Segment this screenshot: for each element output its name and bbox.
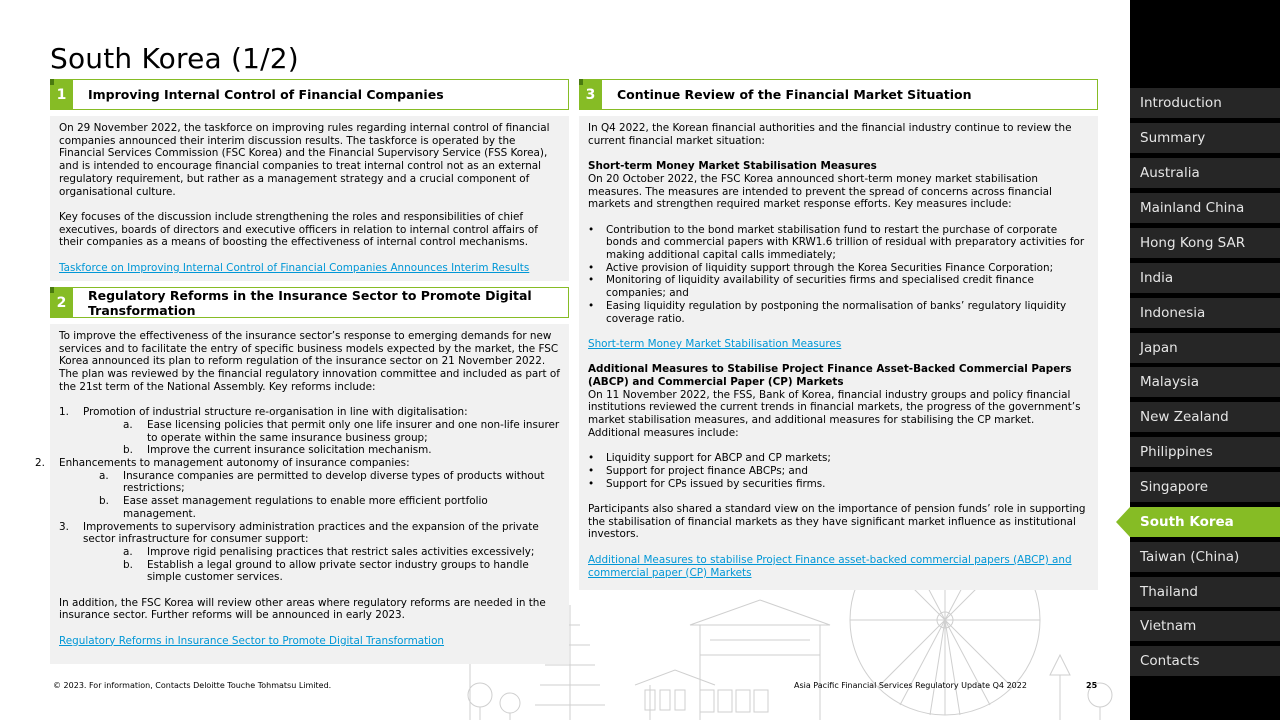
sidebar-item-singapore[interactable]: Singapore	[1130, 472, 1280, 502]
sidebar-item-indonesia[interactable]: Indonesia	[1130, 298, 1280, 328]
list-item: • Contribution to the bond market stabilisation fund to restart the purchase of corporate bonds and commercial papers with KRW1.6 trillion of residual with preparatory activities for making additional capital calls immediately;	[588, 224, 1089, 262]
list-number: 3.	[59, 520, 69, 533]
list-item: • Support for CPs issued by securities firms.	[588, 478, 1089, 491]
section-2-body	[35, 324, 569, 664]
section-title: Improving Internal Control of Financial Companies	[88, 87, 444, 102]
sidebar-item-thailand[interactable]: Thailand	[1130, 577, 1280, 607]
sub-heading: Additional Measures to Stabilise Project Finance Asset-Backed Commercial Papers (ABCP) and Commercial Paper (CP) Markets	[588, 363, 1072, 388]
sub-list-item	[83, 419, 560, 444]
paragraph: On 29 November 2022, the taskforce on improving rules regarding internal control of financial companies announced their interim discussion results. The taskforce is operated by the Financial Services Commission (FSC Korea) and the Financial Supervisory Service (FSS Korea), and is intended to encourage financial companies to treat internal control not as an external regulatory requirement, but rather as a management strategy and a crucial component of organisational culture.	[59, 122, 550, 198]
list-number: a.	[123, 545, 133, 558]
section-3-body	[579, 116, 1098, 590]
sub-list-text: Improve the current insurance solicitation mechanism.	[147, 444, 432, 457]
active-item-arrow-icon	[1116, 507, 1130, 537]
sidebar-item-new-zealand[interactable]: New Zealand	[1130, 402, 1280, 432]
list-item	[59, 406, 560, 457]
sidebar-item-malaysia[interactable]: Malaysia	[1130, 367, 1280, 397]
sub-list-text: Improve rigid penalising practices that restrict sales activities excessively;	[147, 545, 535, 558]
measures-list	[588, 452, 1089, 490]
paragraph: In addition, the FSC Korea will review other areas where regulatory reforms are needed in the insurance sector. Further reforms will be announced in early 2023.	[59, 596, 546, 622]
list-item-text: Promotion of industrial structure re-organisation in line with digitalisation:	[83, 406, 468, 419]
reforms-list	[35, 406, 560, 584]
paragraph: On 11 November 2022, the FSS, Bank of Korea, financial industry groups and policy financial institutions reviewed the current trends in financial markets, the progress of the government’s market stabilisation measures, and additional measures for stabilising the CP market. Additional measures include:	[588, 388, 1081, 439]
sub-list-item	[83, 444, 560, 457]
section-3-header	[579, 79, 1098, 110]
measures-list	[588, 224, 1089, 326]
list-item	[35, 457, 560, 521]
footer-copyright: © 2023. For information, Contacts Deloitte Touche Tohmatsu Limited.	[53, 681, 332, 690]
section-1-header	[50, 79, 569, 110]
list-number: b.	[99, 495, 109, 508]
source-link[interactable]: Taskforce on Improving Internal Control of Financial Companies Announces Interim Results	[59, 261, 530, 274]
sidebar-item-india[interactable]: India	[1130, 263, 1280, 293]
paragraph: Key focuses of the discussion include strengthening the roles and responsibilities of chief executives, boards of directors and executive officers in relation to internal control affairs of their companies as a means of boosting the effectiveness of internal control mechanisms.	[59, 210, 538, 249]
sidebar-item-vietnam[interactable]: Vietnam	[1130, 611, 1280, 641]
list-item-text: Enhancements to management autonomy of insurance companies:	[59, 457, 410, 470]
sub-list-item	[59, 495, 560, 520]
list-item	[59, 521, 560, 585]
sub-list-item	[83, 559, 560, 584]
sub-list-text: Ease licensing policies that permit only one life insurer and one non-life insurer to operate within the same insurance business group;	[147, 418, 560, 444]
paragraph: On 20 October 2022, the FSC Korea announced short-term money market stabilisation measures. The measures are intended to prevent the spread of concerns across financial markets and strengthen required market response efforts. Key measures include:	[588, 172, 1052, 211]
sub-list-item	[83, 546, 560, 559]
list-number: b.	[123, 558, 133, 571]
list-number: a.	[123, 418, 133, 431]
sidebar-nav	[1130, 0, 1280, 720]
sidebar-item-hong-kong-sar[interactable]: Hong Kong SAR	[1130, 228, 1280, 258]
section-1-body	[50, 116, 569, 281]
sidebar-item-mainland-china[interactable]: Mainland China	[1130, 193, 1280, 223]
section-2-header	[50, 287, 569, 318]
paragraph: Participants also shared a standard view on the importance of pension funds’ role in supporting the stabilisation of financial markets as they have significant market influence as institutional investors.	[588, 503, 1086, 541]
paragraph: To improve the effectiveness of the insurance sector’s response to emerging demands for new services and to facilitate the entry of specific business models expected by the market, the FSC Korea announced its plan to reform regulation of the insurance sector on 21 November 2022. The plan was reviewed by the financial regulatory innovation committee and included as part of the 21st term of the National Assembly. Key reforms include:	[59, 330, 560, 393]
list-number: 1.	[59, 406, 69, 419]
source-link[interactable]: Additional Measures to stabilise Project Finance asset-backed commercial papers (ABCP) and commercial paper (CP) Markets	[588, 553, 1072, 579]
list-item-text: Improvements to supervisory administration practices and the expansion of the private sector infrastructure for consumer support:	[83, 520, 539, 546]
section-number-badge: 1	[50, 79, 73, 110]
section-title-line: Regulatory Reforms in the Insurance Sector to Promote Digital	[88, 287, 532, 303]
sidebar-item-south-korea[interactable]: South Korea	[1130, 507, 1280, 537]
list-item: • Active provision of liquidity support through the Korea Securities Finance Corporation;	[588, 262, 1089, 275]
list-number: b.	[123, 444, 133, 457]
sidebar-item-summary[interactable]: Summary	[1130, 123, 1280, 153]
sidebar-item-contacts[interactable]: Contacts	[1130, 646, 1280, 676]
list-number: a.	[99, 469, 109, 482]
sidebar-item-introduction[interactable]: Introduction	[1130, 88, 1280, 118]
sidebar-item-australia[interactable]: Australia	[1130, 158, 1280, 188]
sub-list-text: Ease asset management regulations to enable more efficient portfolio management.	[123, 495, 488, 520]
footer-publication: Asia Pacific Financial Services Regulatory Update Q4 2022	[794, 681, 1027, 690]
sub-heading: Short-term Money Market Stabilisation Measures	[588, 160, 877, 173]
list-item: • Easing liquidity regulation by postponing the normalisation of banks’ regulatory liquidity coverage ratio.	[588, 300, 1089, 325]
sidebar-item-taiwan-china[interactable]: Taiwan (China)	[1130, 542, 1280, 572]
list-item: • Monitoring of liquidity availability of securities firms and specialised credit finance companies; and	[588, 274, 1089, 299]
sidebar-item-japan[interactable]: Japan	[1130, 333, 1280, 363]
list-item: • Liquidity support for ABCP and CP markets;	[588, 452, 1089, 465]
page-number: 25	[1086, 681, 1098, 690]
sub-list-item	[59, 470, 560, 495]
section-number-badge: 2	[50, 287, 73, 318]
sidebar-item-philippines[interactable]: Philippines	[1130, 437, 1280, 467]
source-link[interactable]: Short-term Money Market Stabilisation Measures	[588, 337, 842, 350]
paragraph: In Q4 2022, the Korean financial authorities and the financial industry continue to review the current financial market situation:	[588, 122, 1072, 147]
list-item: • Support for project finance ABCPs; and	[588, 465, 1089, 478]
section-title-line: Transformation	[88, 302, 196, 318]
list-number: 2.	[35, 457, 45, 470]
section-number-badge: 3	[579, 79, 602, 110]
sub-list-text: Insurance companies are permitted to develop diverse types of products without restrictions;	[123, 469, 545, 495]
section-title: Continue Review of the Financial Market Situation	[617, 87, 972, 102]
section-title	[88, 288, 532, 318]
sub-list-text: Establish a legal ground to allow private sector industry groups to handle simple customer services.	[147, 558, 529, 584]
source-link[interactable]: Regulatory Reforms in Insurance Sector to Promote Digital Transformation	[59, 634, 445, 647]
page-title: South Korea (1/2)	[50, 42, 299, 75]
